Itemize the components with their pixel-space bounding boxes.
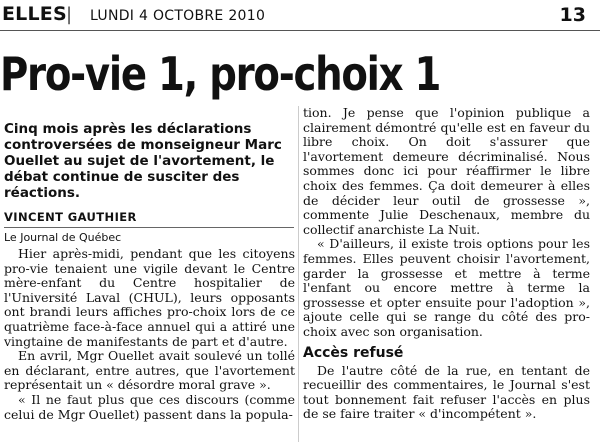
author-byline: VINCENT GAUTHIER [4,210,137,224]
body-paragraph: En avril, Mgr Ouellet avait soulevé un tollé en déclarant, entre autres, que l'avortement représentait un « désordre moral grave ». [4,348,295,393]
right-column [303,106,590,422]
body-paragraph: Hier après-midi, pendant que les citoyens pro-vie tenaient une vigile devant le Centre mère-enfant du Centre hospitalier de l'Université Laval (CHUL), leurs opposants ont brandi leurs affiches pro-choix lors de ce quatrième face-à-face annuel qui a attiré une vingtaine de manifestants de part et d'autre. [4,246,295,349]
section-name: ELLES [2,3,67,25]
author-source: Le Journal de Québec [4,231,122,244]
article-deck: Cinq mois après les déclarations controversées de monseigneur Marc Ouellet au sujet de l'avortement, le débat continue de susciter des réactions. [4,121,282,201]
body-paragraph: « Il ne faut plus que ces discours (comme celui de Mgr Ouellet) passent dans la popula- [4,391,295,422]
page-header [0,0,600,31]
header-separator: | [66,4,73,25]
section-subhead: Accès refusé [303,344,404,361]
left-column [4,247,295,422]
body-paragraph: « D'ailleurs, il existe trois options pour les femmes. Elles peuvent choisir l'avortement, garder la grossesse et mettre à terme l'enfant ou encore mettre à terme la grossesse et opter ensuite pour l'adoption », ajoute celle qui se range du côté des pro-choix avec son organisation. [303,236,590,339]
column-divider [298,106,299,442]
article-headline: Pro-vie 1, pro-choix 1 [0,47,441,101]
body-paragraph: De l'autre côté de la rue, en tentant de recueillir des commentaires, le Journal s'est tout bonnement fait refuser l'accès en plus de se faire traiter « d'incompétent ». [303,362,590,422]
byline-rule [4,227,294,228]
publication-date: LUNDI 4 OCTOBRE 2010 [90,8,266,24]
page-number: 13 [559,4,586,26]
body-paragraph: tion. Je pense que l'opinion publique a clairement démontré qu'elle est en faveur du libre choix. On doit s'assurer que l'avortement demeure décriminalisé. Nous sommes donc ici pour réaffirmer le libre choix des femmes. Ça doit demeurer à elles de décider leur outil de grossesse », commente Julie Deschenaux, membre du collectif anarchiste La Nuit. [303,105,590,237]
